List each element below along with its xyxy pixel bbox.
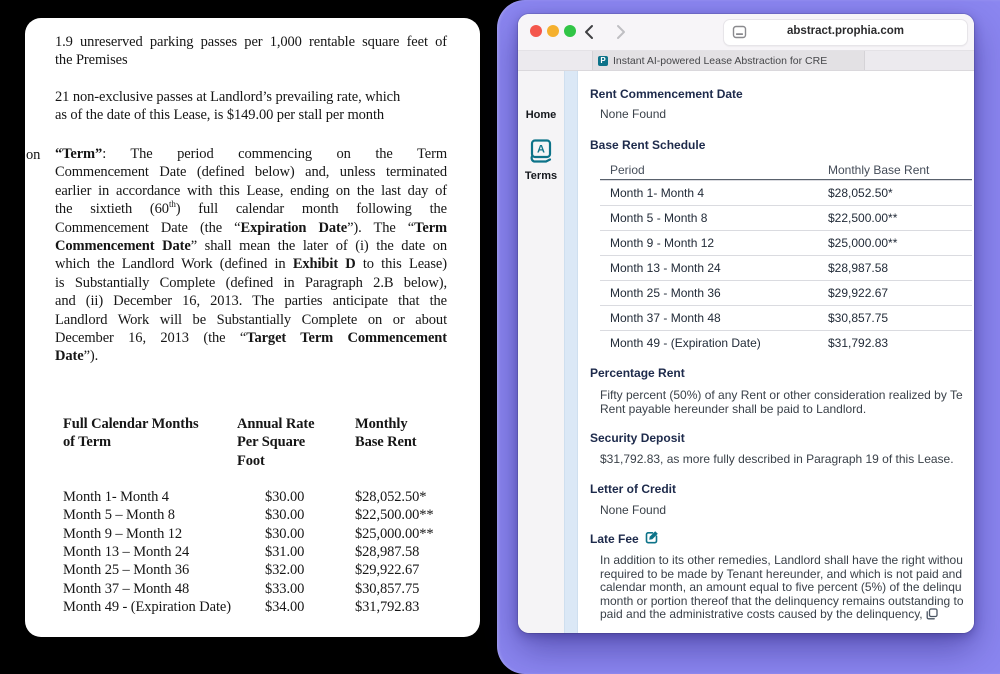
doc-table-col-rate: Annual Rate Per Square Foot $30.00 $30.00 $30.00 $31.00 $32.00 $33.00 $34.00 xyxy=(237,415,341,617)
scrollbar-track[interactable] xyxy=(564,71,578,633)
tab-title: Instant AI-powered Lease Abstraction for CRE xyxy=(613,54,828,67)
security-deposit-value: $31,792.83, as more fully described in Paragraph 19 of this Lease. xyxy=(600,452,954,466)
table-row: Month 5 - Month 8 $22,500.00** xyxy=(600,205,972,230)
doc-table-rate-rows: $30.00 $30.00 $30.00 $31.00 $32.00 $33.00 $34.00 xyxy=(265,488,305,616)
sidebar-item-home[interactable]: Home xyxy=(525,109,557,121)
back-chevron-icon[interactable] xyxy=(580,22,600,42)
svg-text:A: A xyxy=(537,143,545,156)
document-paragraph-parking-rate: 21 non-exclusive passes at Landlord’s prevailing rate, which as of the date of this Lease, is $149.00 per stall per month xyxy=(55,89,401,124)
copy-icon[interactable] xyxy=(926,608,938,623)
sidebar-item-terms[interactable]: Terms xyxy=(524,170,558,182)
tab-strip xyxy=(518,51,974,71)
doc-table-months-rows: Month 1- Month 4 Month 5 – Month 8 Month 9 – Month 12 Month 13 – Month 24 Month 25 – Month 36 Month 37 – Month 48 Month 49 - (Expiration Date) xyxy=(63,488,231,616)
url-text: abstract.prophia.com xyxy=(787,25,904,37)
rent-commencement-heading: Rent Commencement Date xyxy=(590,87,743,101)
browser-titlebar xyxy=(518,14,974,51)
rent-commencement-value: None Found xyxy=(600,107,667,121)
forward-chevron-icon[interactable] xyxy=(610,22,630,42)
doc-table-rent-rows: $28,052.50* $22,500.00** $25,000.00** $28,987.58 $29,922.67 $30,857.75 $31,792.83 xyxy=(355,488,434,616)
window-minimize-button[interactable] xyxy=(547,25,559,37)
percentage-rent-line: Rent payable hereunder shall be paid to Landlord. xyxy=(600,402,867,416)
percentage-rent-heading: Percentage Rent xyxy=(590,366,685,380)
terms-book-icon[interactable] xyxy=(528,138,554,170)
doc-table-col-monthly-rent: Monthly Base Rent $28,052.50* $22,500.00** $25,000.00** $28,987.58 $29,922.67 $30,857.75 $31,792.83 xyxy=(355,415,465,617)
document-paragraph-term: “Term”: The period commencing on the Term Commencement Date (defined below) and, unless terminated earlier in accordance with this Lease, ending on the last day of the sixtieth (60th) full calendar month following the Commencement Date (the “Expiration Date”). The “Term Commencement Date” shall mean the later of (i) the date on which the Landlord Work (defined in Exhibit D to this Lease) is Substantially Complete (defined in Paragraph 2.B below), and (ii) December 16, 2013. The parties anticipate that the Landlord Work will be Substantially Complete on or about December 16, 2013 (the “Target Term Commencement Date”). xyxy=(55,146,448,365)
percentage-rent-line: Fifty percent (50%) of any Rent or other consideration realized by Te xyxy=(600,388,963,402)
window-zoom-button[interactable] xyxy=(564,25,576,37)
browser-window xyxy=(518,14,974,633)
address-bar[interactable] xyxy=(723,19,968,46)
base-rent-heading: Base Rent Schedule xyxy=(590,138,706,152)
window-close-button[interactable] xyxy=(530,25,542,37)
late-fee-line: required to be made by Tenant hereunder, and which is not paid and xyxy=(600,566,963,581)
table-row: Month 1- Month 4 $28,052.50* xyxy=(600,180,972,205)
security-deposit-heading: Security Deposit xyxy=(590,431,685,445)
lease-document-page xyxy=(25,18,480,637)
table-row: Month 37 - Month 48 $30,857.75 xyxy=(600,305,972,330)
tab-lease-abstraction[interactable] xyxy=(592,51,865,70)
doc-table-col-months: Full Calendar Months of Term Month 1- Month 4 Month 5 – Month 8 Month 9 – Month 12 Month 13 – Month 24 Month 25 – Month 36 Month 37 – Month 48 Month 49 - (Expiration Date) xyxy=(63,416,231,616)
table-row: Month 49 - (Expiration Date) $31,792.83 xyxy=(600,330,972,355)
letter-of-credit-heading: Letter of Credit xyxy=(590,482,677,496)
base-rent-schedule-table xyxy=(600,160,972,355)
letter-of-credit-value: None Found xyxy=(600,503,667,517)
edit-icon[interactable] xyxy=(645,530,659,547)
app-sidebar xyxy=(518,71,564,633)
late-fee-line: calendar month, an amount equal to five percent (5%) of the delinqu xyxy=(600,580,962,594)
document-paragraph-parking-ratio: 1.9 unreserved parking passes per 1,000 rentable square feet of the Premises xyxy=(55,34,447,69)
late-fee-line: In addition to its other remedies, Landlord shall have the right withou xyxy=(600,553,963,567)
late-fee-heading: Late Fee xyxy=(590,531,639,546)
terms-panel xyxy=(578,71,974,633)
table-row: Month 25 - Month 36 $29,922.67 xyxy=(600,280,972,305)
late-fee-line: month or portion thereof that the delinquency remains outstanding to xyxy=(600,593,964,608)
table-row: Month 13 - Month 24 $28,987.58 xyxy=(600,255,972,280)
table-row: Month 9 - Month 12 $25,000.00** xyxy=(600,230,972,255)
late-fee-line: paid and the administrative costs caused by the delinquency, xyxy=(600,607,974,623)
schedule-header-row: Period Monthly Base Rent xyxy=(600,160,972,180)
document-margin-fragment: on xyxy=(26,147,41,163)
prophia-favicon-icon: P xyxy=(598,56,608,66)
